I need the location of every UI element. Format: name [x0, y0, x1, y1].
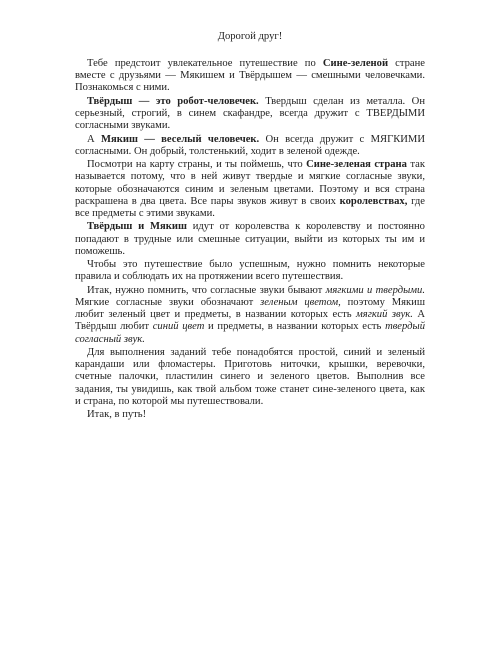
text-span: идут от королевства к королевству и постоянно попадают в трудные или смешные ситуации, выйти из которых ты им и поможешь.	[75, 221, 425, 257]
paragraph-map	[75, 159, 425, 220]
paragraph-journey	[75, 221, 425, 258]
text-span: Он всегда дружит с МЯГКИМИ согласными. Он добрый, толстенький, ходит в зеленой одежде.	[75, 133, 425, 157]
paragraph-myakish	[75, 134, 425, 158]
italic-term: синий цвет	[152, 321, 205, 333]
text-span: Твердыш сделан из металла. Он серьезный, строгий, в синем скафандре, всегда дружит с ТВЕРДЫМИ согласными звуками.	[75, 95, 425, 132]
page-title: Дорогой друг!	[217, 31, 283, 42]
italic-term: мягкими и твердыми.	[325, 284, 425, 296]
text-span: и предметы, в названии которых есть	[204, 321, 386, 333]
text-span: А	[87, 133, 101, 145]
text-span: поэтому Мякиш любит зеленый цвет и предметы, в названии которых есть	[75, 296, 426, 321]
text-span: Итак, нужно помнить, что согласные звуки бывают	[87, 284, 326, 296]
paragraph-intro	[75, 58, 425, 95]
italic-term: мягкий звук.	[356, 309, 413, 321]
text-span: стране вместе с друзьями — Мякишем и Твёрдышем — смешными человечками. Познакомься с ними.	[75, 58, 425, 94]
bold-term: Твёрдыш и Мякиш	[87, 221, 187, 233]
text-span: Тебе предстоит увлекательное путешествие по	[87, 58, 323, 69]
paragraph-sounds	[75, 285, 425, 346]
paragraph-tverdysh	[75, 96, 425, 133]
bold-term: Мякиш — веселый человечек.	[101, 133, 260, 145]
text-span: так называется потому, что в ней живут твердые и мягкие согласные звуки, которые обозначаются синим и зеленым цветами. Поэтому и вся страна раскрашена в два цвета. Все пары звуков живут в своих	[75, 159, 425, 207]
bold-term: королевствах,	[339, 195, 408, 207]
italic-term: твердый согласный звук.	[75, 321, 426, 345]
bold-term: Сине-зеленой	[322, 58, 389, 69]
bold-term: Твёрдыш — это робот-человечек.	[87, 95, 259, 107]
paragraph-closing: Итак, в путь!	[87, 409, 147, 421]
bold-term: Сине-зеленая страна	[306, 159, 407, 171]
body-text	[75, 58, 425, 423]
text-span: А Твёрдыш любит	[75, 309, 425, 333]
paragraph-materials: Для выполнения заданий тебе понадобятся простой, синий и зеленый карандаши или фломастеры. Приготовь ниточки, крышки, веревочки, счетные палочки, пластилин синего и зеленого цветов. Выполнив все задания, ты увидишь, как твой альбом тоже станет сине-зеленого цвета, как и страна, по которой мы путешествовали.	[75, 346, 425, 407]
text-span: Мягкие согласные звуки обозначают	[75, 296, 261, 308]
text-span: Посмотри на карту страны, и ты поймешь, что	[87, 159, 307, 171]
paragraph-rules: Чтобы это путешествие было успешным, нужно помнить некоторые правила и соблюдать их на протяжении всего путешествия.	[75, 259, 425, 283]
text-span: где все предметы с этими звуками.	[75, 195, 426, 219]
italic-term: зеленым цветом,	[260, 296, 341, 308]
